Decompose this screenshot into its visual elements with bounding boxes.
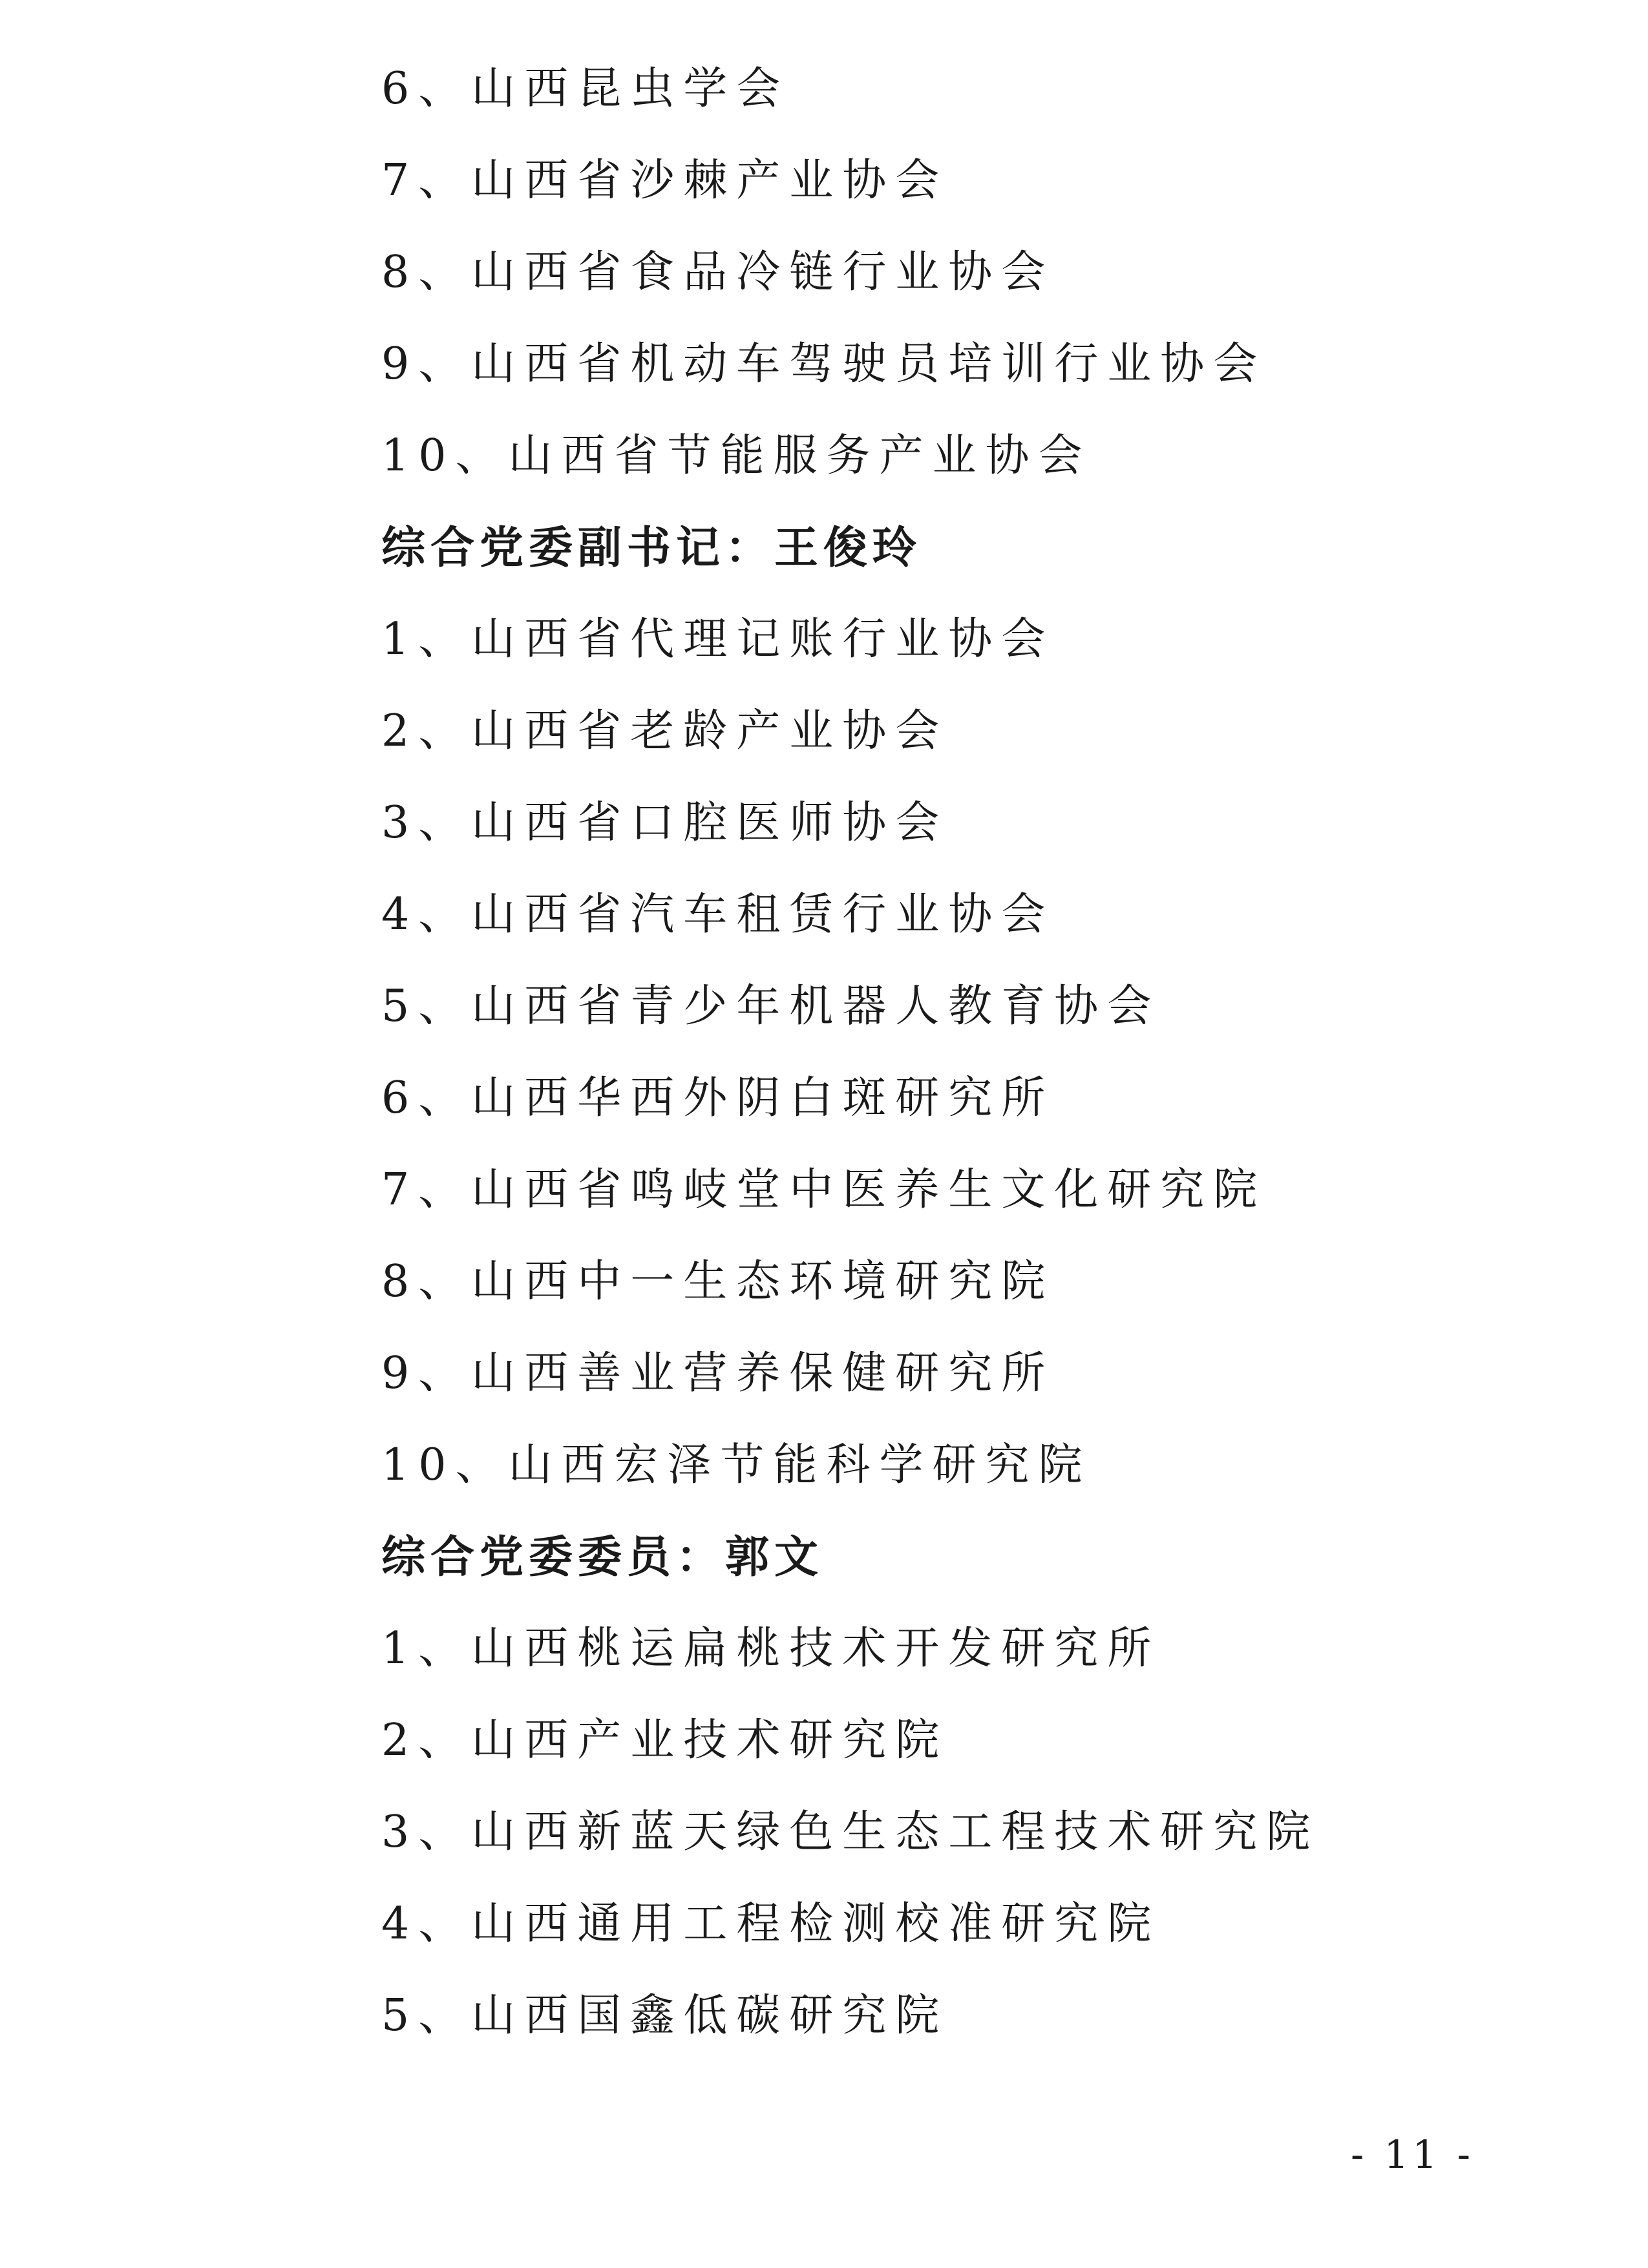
list-item: 1、山西省代理记账行业协会: [381, 614, 1055, 665]
list-item: 4、山西通用工程检测校准研究院: [381, 1898, 1161, 1949]
list-item: 2、山西产业技术研究院: [381, 1715, 949, 1766]
list-item: 1、山西桃运扁桃技术开发研究所: [381, 1623, 1161, 1674]
list-item: 8、山西中一生态环境研究院: [381, 1256, 1055, 1307]
list-item: 6、山西昆虫学会: [381, 63, 790, 114]
section-heading-committee-member: 综合党委委员：郭文: [381, 1531, 824, 1583]
list-item: 2、山西省老龄产业协会: [381, 706, 949, 757]
page-number: - 11 -: [1351, 2132, 1475, 2178]
list-item: 6、山西华西外阴白斑研究所: [381, 1073, 1055, 1124]
list-item: 10、山西宏泽节能科学研究院: [381, 1440, 1092, 1491]
list-item: 5、山西国鑫低碳研究院: [381, 1990, 949, 2041]
list-item: 7、山西省沙棘产业协会: [381, 155, 949, 206]
list-item: 3、山西省口腔医师协会: [381, 797, 949, 848]
list-item: 5、山西省青少年机器人教育协会: [381, 981, 1161, 1032]
list-item: 4、山西省汽车租赁行业协会: [381, 889, 1055, 940]
list-item: 3、山西新蓝天绿色生态工程技术研究院: [381, 1807, 1320, 1858]
section-heading-deputy-secretary: 综合党委副书记：王俊玲: [381, 522, 922, 574]
list-item: 9、山西善业营养保健研究所: [381, 1348, 1055, 1399]
list-item: 9、山西省机动车驾驶员培训行业协会: [381, 339, 1267, 390]
list-item: 7、山西省鸣岐堂中医养生文化研究院: [381, 1164, 1267, 1215]
list-item: 8、山西省食品冷链行业协会: [381, 247, 1055, 298]
list-item: 10、山西省节能服务产业协会: [381, 430, 1092, 481]
